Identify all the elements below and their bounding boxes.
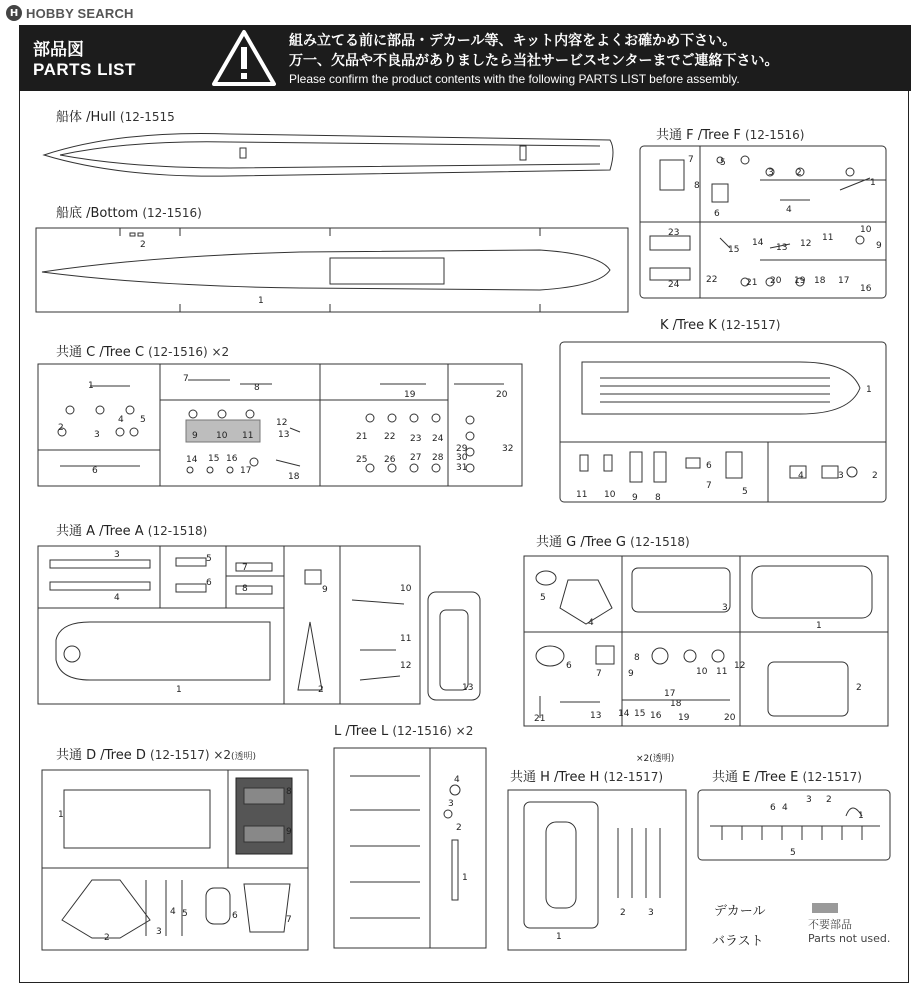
part-number: 1: [556, 932, 562, 942]
part-number: 7: [596, 669, 602, 679]
part-number: 5: [742, 487, 748, 497]
part-number: 4: [588, 618, 594, 628]
part-number: 4: [114, 593, 120, 603]
part-number: 31: [456, 463, 468, 473]
part-number: 16: [860, 284, 872, 294]
tree-h-frame: [508, 790, 686, 950]
part-number: 1: [816, 621, 822, 631]
part-number: 4: [782, 803, 788, 813]
notice-en: Please confirm the product contents with the following PARTS LIST before assembly.: [289, 72, 740, 86]
part-number: 5: [790, 848, 796, 858]
part-number: 4: [454, 775, 460, 785]
part-number: 24: [668, 280, 680, 290]
part-number: 25: [356, 455, 368, 465]
legend-unused-jp: 不要部品: [808, 918, 852, 931]
part-number: 2: [104, 933, 110, 943]
part-number: 11: [242, 431, 254, 441]
tree-g-label: 共通 G /Tree G (12-1518): [536, 535, 690, 550]
part-number: 16: [226, 454, 238, 464]
part-number: 7: [688, 155, 694, 165]
tree-c-label: 共通 C /Tree C (12-1516) ×2: [56, 345, 230, 360]
part-number: 2: [140, 240, 146, 250]
part-number: 8: [254, 383, 260, 393]
part-number: 14: [752, 238, 764, 248]
part-number: 20: [724, 713, 736, 723]
part-number: 22: [706, 275, 718, 285]
part-number: 15: [634, 709, 646, 719]
part-number: 6: [770, 803, 776, 813]
part-number: 9: [632, 493, 638, 503]
part-number: 2: [826, 795, 832, 805]
part-number: 17: [240, 466, 252, 476]
part-number: 1: [870, 178, 876, 188]
part-number: 11: [822, 233, 834, 243]
part-number: 20: [496, 390, 508, 400]
tree-a-label: 共通 A /Tree A (12-1518): [56, 524, 208, 539]
part-number: 4: [786, 205, 792, 215]
part-number: 17: [664, 689, 676, 699]
part-number: 18: [814, 276, 826, 286]
part-number: 3: [806, 795, 812, 805]
part-number: 10: [860, 225, 872, 235]
part-number: 8: [694, 181, 700, 191]
part-number: 8: [634, 653, 640, 663]
part-number: 11: [576, 490, 588, 500]
part-number: 13: [462, 683, 474, 693]
part-number: 9: [322, 585, 328, 595]
part-number: 12: [400, 661, 412, 671]
part-number: 8: [242, 584, 248, 594]
part-number: 7: [706, 481, 712, 491]
part-number: 10: [604, 490, 616, 500]
part-number: 2: [456, 823, 462, 833]
part-number: 32: [502, 444, 514, 454]
legend-decal: デカール: [714, 904, 766, 919]
legend-ballast: バラスト: [712, 934, 764, 949]
part-number: 9: [876, 241, 882, 251]
part-number: 27: [410, 453, 422, 463]
part-number: 13: [278, 430, 290, 440]
part-number: 3: [94, 430, 100, 440]
part-number: 6: [206, 578, 212, 588]
part-number: 30: [456, 453, 468, 463]
tree-h-note: ×2(透明): [636, 754, 675, 764]
part-number: 16: [650, 711, 662, 721]
part-number: 10: [696, 667, 708, 677]
part-number: 28: [432, 453, 444, 463]
part-number: 4: [798, 471, 804, 481]
part-number: 11: [400, 634, 412, 644]
part-number: 26: [384, 455, 396, 465]
watermark-text: HOBBY SEARCH: [26, 5, 134, 21]
part-number: 7: [183, 374, 189, 384]
part-number: 23: [668, 228, 680, 238]
part-number: 6: [706, 461, 712, 471]
tree-l-label: L /Tree L (12-1516) ×2: [334, 724, 474, 739]
part-number: 8: [286, 787, 292, 797]
part-number: 14: [186, 455, 198, 465]
notice-jp-line2: 万一、欠品や不良品がありましたら当社サービスセンターまでご連絡下さい。: [289, 53, 779, 69]
part-number: 13: [776, 243, 788, 253]
part-number: 5: [206, 554, 212, 564]
part-number: 1: [176, 685, 182, 695]
title-en: PARTS LIST: [33, 60, 136, 79]
part-number: 2: [872, 471, 878, 481]
tree-hull-label: 船体 /Hull (12-1515: [56, 110, 175, 125]
part-number: 4: [118, 415, 124, 425]
part-number: 19: [678, 713, 690, 723]
notice-jp-line1: 組み立てる前に部品・デカール等、キット内容をよくお確かめ下さい。: [289, 33, 737, 49]
part-number: 21: [534, 714, 546, 724]
tree-bottom-frame: [36, 228, 628, 312]
tree-h-label: 共通 H /Tree H (12-1517): [510, 770, 664, 785]
part-number: 12: [276, 418, 288, 428]
unused-parts-swatch: [812, 903, 838, 913]
tree-e-label: 共通 E /Tree E (12-1517): [712, 770, 862, 785]
part-number: 10: [216, 431, 228, 441]
part-number: 12: [800, 239, 812, 249]
part-number: 5: [140, 415, 146, 425]
part-number: 8: [655, 493, 661, 503]
tree-bottom-label: 船底 /Bottom (12-1516): [56, 206, 202, 221]
part-number: 9: [286, 827, 292, 837]
tree-g-frame: [524, 556, 888, 726]
part-number: 15: [208, 454, 220, 464]
part-number: 21: [356, 432, 368, 442]
part-number: 5: [720, 158, 726, 168]
part-numbers: [58, 155, 882, 943]
part-number: 2: [856, 683, 862, 693]
tree-a-frame: [38, 546, 480, 704]
part-number: 14: [618, 709, 630, 719]
part-number: 10: [400, 584, 412, 594]
tree-d-label: 共通 D /Tree D (12-1517) ×2(透明): [56, 748, 257, 763]
title-jp: 部品図: [33, 40, 84, 60]
part-number: 3: [722, 603, 728, 613]
hobby-search-logo-icon: H: [6, 5, 22, 21]
tree-k-label: K /Tree K (12-1517): [660, 318, 781, 333]
tree-l-frame: [334, 748, 486, 948]
part-number: 1: [258, 296, 264, 306]
part-number: 12: [734, 661, 746, 671]
part-number: 7: [242, 563, 248, 573]
part-number: 5: [540, 593, 546, 603]
part-number: 6: [92, 466, 98, 476]
part-number: 18: [288, 472, 300, 482]
part-number: 1: [88, 381, 94, 391]
part-number: 6: [714, 209, 720, 219]
part-number: 7: [286, 915, 292, 925]
part-number: 6: [232, 911, 238, 921]
part-number: 3: [114, 550, 120, 560]
part-number: 1: [866, 385, 872, 395]
part-number: 1: [58, 810, 64, 820]
part-number: 21: [746, 278, 758, 288]
part-number: 17: [838, 276, 850, 286]
part-number: 19: [404, 390, 416, 400]
part-number: 1: [858, 811, 864, 821]
part-number: 20: [770, 276, 782, 286]
part-number: 2: [318, 685, 324, 695]
tree-f-label: 共通 F /Tree F (12-1516): [656, 128, 805, 143]
part-number: 3: [768, 168, 774, 178]
part-number: 19: [794, 276, 806, 286]
part-number: 24: [432, 434, 444, 444]
tree-d-frame: [42, 770, 308, 950]
part-number: 29: [456, 444, 468, 454]
part-number: 4: [170, 907, 176, 917]
part-number: 3: [838, 471, 844, 481]
part-number: 1: [462, 873, 468, 883]
part-number: 2: [620, 908, 626, 918]
part-number: 18: [670, 699, 682, 709]
part-number: 22: [384, 432, 396, 442]
part-number: 9: [628, 669, 634, 679]
part-number: 15: [728, 245, 740, 255]
part-number: 13: [590, 711, 602, 721]
part-number: 2: [796, 168, 802, 178]
part-number: 5: [182, 909, 188, 919]
part-number: 3: [648, 908, 654, 918]
part-number: 3: [156, 927, 162, 937]
legend-unused-en: Parts not used.: [808, 932, 891, 945]
hull-part: [44, 133, 613, 176]
part-number: 6: [566, 661, 572, 671]
part-number: 23: [410, 434, 422, 444]
part-number: 11: [716, 667, 728, 677]
part-number: 9: [192, 431, 198, 441]
part-number: 2: [58, 423, 64, 433]
part-number: 3: [448, 799, 454, 809]
